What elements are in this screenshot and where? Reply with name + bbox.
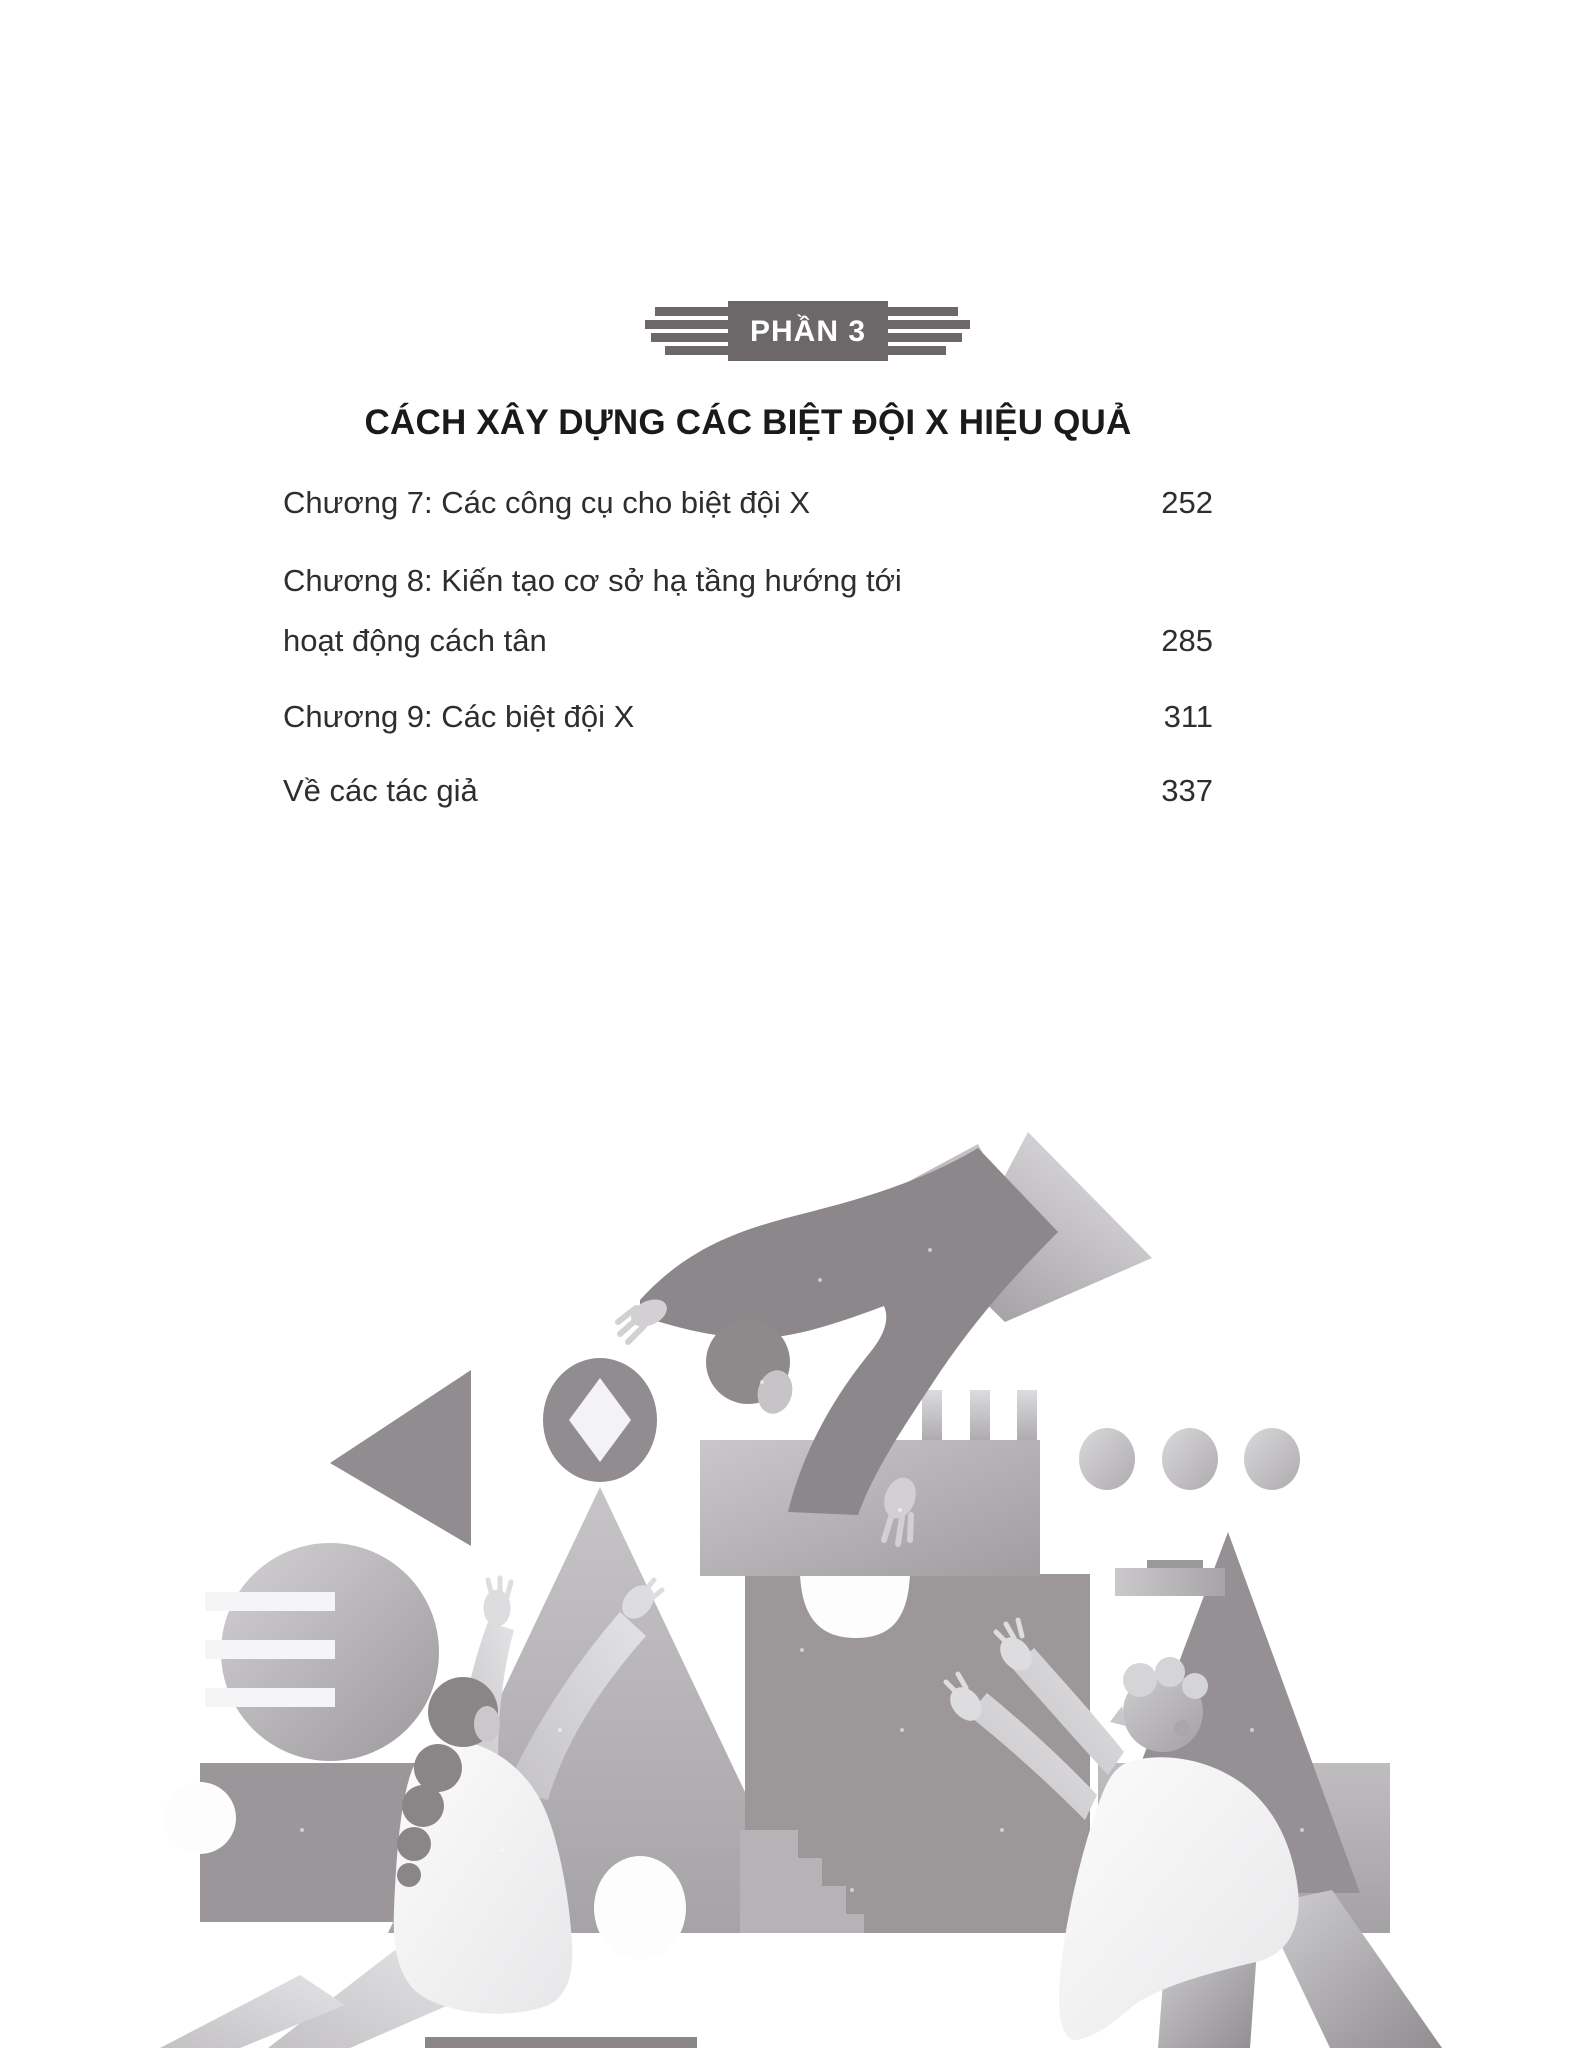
toc-page-chapter-7: 252 — [1161, 485, 1213, 520]
toc-entry-about-authors: Về các tác giả — [283, 773, 478, 808]
ground-strip-shape — [425, 2037, 697, 2048]
teamwork-illustration — [0, 1130, 1583, 2048]
section-title: CÁCH XÂY DỰNG CÁC BIỆT ĐỘI X HIỆU QUẢ — [364, 403, 1132, 442]
toc-entry-chapter-9: Chương 9: Các biệt đội X — [283, 699, 635, 734]
chimney-bars-shape — [922, 1390, 1037, 1447]
woman-face — [474, 1706, 500, 1742]
left-triangle-shape — [330, 1370, 471, 1546]
part-badge-graphic — [643, 299, 973, 363]
bottom-left-block-shape — [164, 1763, 422, 1922]
part-badge-label: PHẦN 3 — [749, 315, 867, 348]
toc-entry-chapter-8-line2: hoạt động cách tân — [283, 623, 547, 658]
small-bar-shape — [1115, 1560, 1225, 1596]
toc-entry-chapter-8-line1: Chương 8: Kiến tạo cơ sở hạ tầng hướng tới — [283, 563, 902, 598]
toc-page-chapter-8: 285 — [1161, 623, 1213, 658]
striped-circle-shape — [205, 1543, 439, 1761]
part-badge — [643, 299, 973, 363]
toc-entry-chapter-7: Chương 7: Các công cụ cho biệt đội X — [283, 485, 811, 520]
toc-page-about-authors: 337 — [1161, 773, 1213, 808]
coin-shape — [543, 1358, 657, 1482]
toc-page-chapter-9: 311 — [1163, 699, 1213, 734]
three-dots-shape — [1079, 1428, 1300, 1490]
